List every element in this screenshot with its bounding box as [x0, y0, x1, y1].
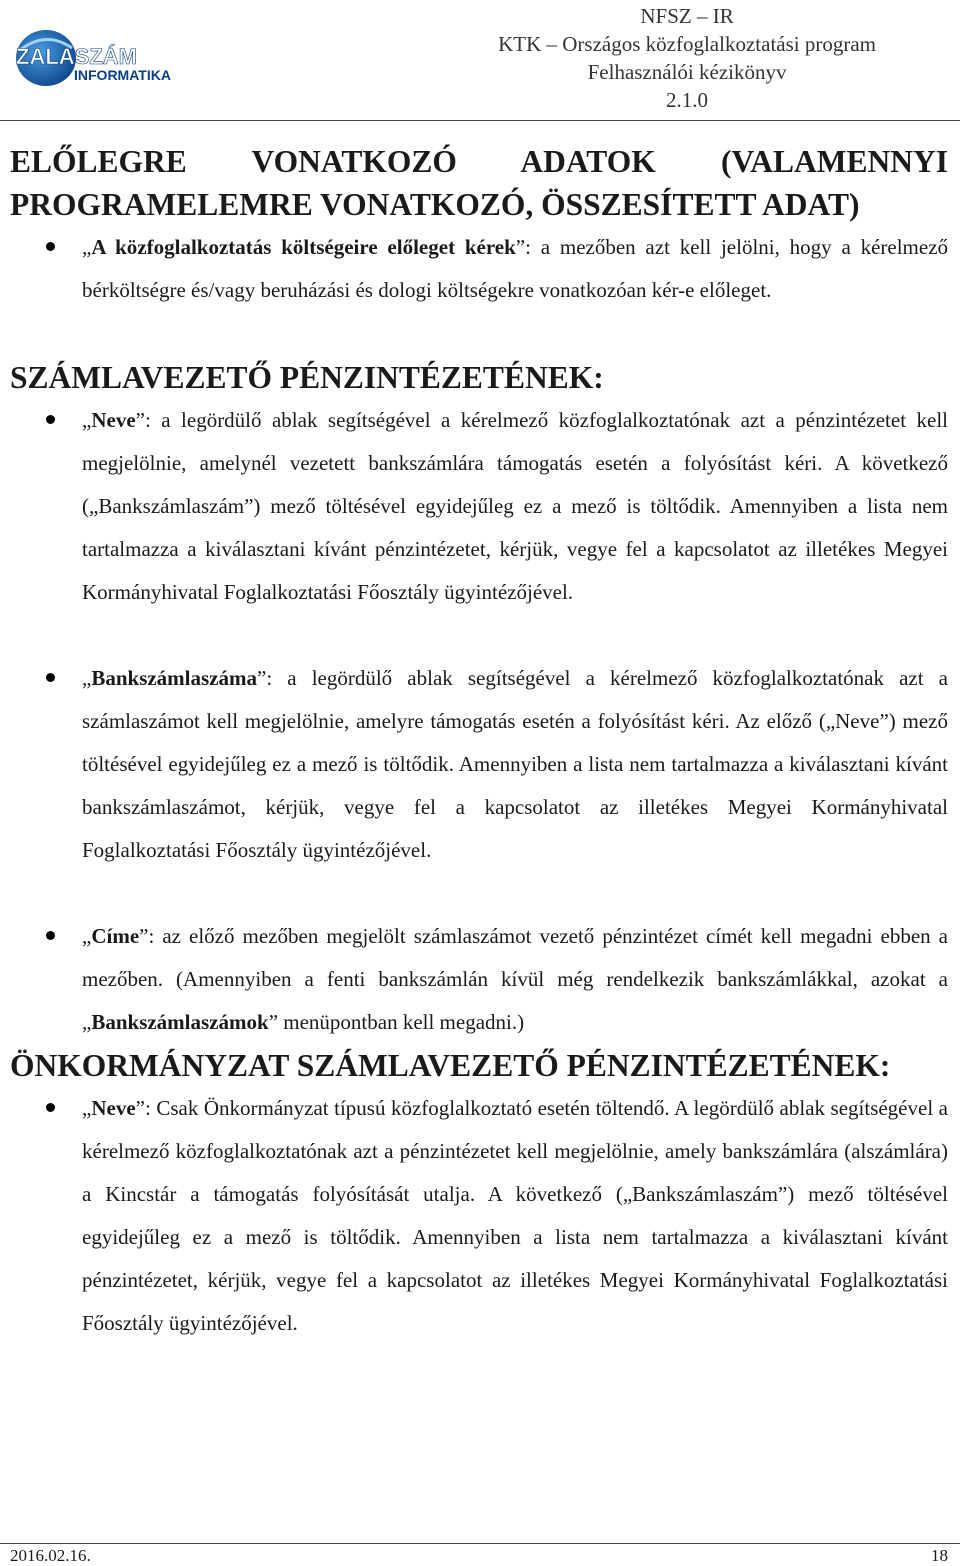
- field-description: : a mezőben azt kell jelölni, hogy a kérelmező bérköltségre és/vagy beruházási és dologi költségekre vonatkozóan kér-e előleget.: [82, 235, 949, 302]
- list-item: „Bankszámlaszáma”: a legördülő ablak segítségével a kérelmező közfoglalkoztatónak azt a számlaszámot kell megjelölnie, amelyre támogatás esetén a folyósítást kéri. Az előző („Neve”) mező töltésével egyidejűleg ez a mező is töltődik. Amennyiben a lista nem tartalmazza a kiválasztani kívánt bankszámlaszámot, kérjük, vegye fel a kapcsolatot az illetékes Megyei Kormányhivatal Foglalkoztatási Főosztály ügyintézőjével.: [10, 657, 948, 872]
- logo-text-main: ZALASZÁM: [16, 44, 137, 69]
- field-term: A közfoglalkoztatás költségeire előleget kérek: [91, 235, 516, 259]
- document-body: [10, 140, 948, 1345]
- list-item: „Címe”: az előző mezőben megjelölt számlaszámot vezető pénzintézet címét kell megadni ebben a mezőben. (Amennyiben a fenti bankszámlán kívül még rendelkezik bankszámlákkal, azokat a „Bankszámlaszámok” menüpontban kell megadni.): [10, 915, 948, 1044]
- page-number: 18: [931, 1546, 948, 1565]
- field-description: : a legördülő ablak segítségével a kérelmező közfoglalkoztatónak azt a pénzintézetet kell megjelölnie, amelynél vezetett bankszámlára támogatás esetén a folyósítást kéri. A következő („Bankszámlaszám”) mező töltésével egyidejűleg ez a mező is töltődik. Amennyiben a lista nem tartalmazza a kiválasztani kívánt pénzintézetet, kérjük, vegye fel a kapcsolatot az illetékes Megyei Kormányhivatal Foglalkoztatási Főosztály ügyintézőjével.: [82, 408, 948, 604]
- field-description-end: ” menüpontban kell megadni.): [268, 1010, 525, 1034]
- field-description: : Csak Önkormányzat típusú közfoglalkoztató esetén töltendő. A legördülő ablak segítségével a kérelmező közfoglalkoztatónak azt a pénzintézetet kell megjelölnie, amely bankszámlára (alszámlára) a Kincstár a támogatás folyósítását utalja. A következő („Bankszámlaszám”) mező töltésével egyidejűleg ez a mező is töltődik. Amennyiben a lista nem tartalmazza a kiválasztani kívánt pénzintézetet, kérjük, vegye fel a kapcsolatot az illetékes Megyei Kormányhivatal Foglalkoztatási Főosztály ügyintézőjével.: [82, 1096, 948, 1335]
- bank-bullet-list: [10, 399, 948, 1044]
- list-item: „Neve”: a legördülő ablak segítségével a kérelmező közfoglalkoztatónak azt a pénzintézetet kell megjelölnie, amelynél vezetett bankszámlára támogatás esetén a folyósítást kéri. A következő („Bankszámlaszám”) mező töltésével egyidejűleg ez a mező is töltődik. Amennyiben a lista nem tartalmazza a kiválasztani kívánt pénzintézetet, kérjük, vegye fel a kapcsolatot az illetékes Megyei Kormányhivatal Foglalkoztatási Főosztály ügyintézőjével.: [10, 399, 948, 614]
- header-line-3: Felhasználói kézikönyv: [587, 60, 787, 84]
- bullet-icon: [46, 242, 55, 251]
- field-term-menu: Bankszámlaszámok: [91, 1010, 269, 1034]
- list-item: „A közfoglalkoztatás költségeire előleget kérek”: a mezőben azt kell jelölni, hogy a kérelmező bérköltségre és/vagy beruházási és dologi költségekre vonatkozóan kér-e előleget.: [10, 226, 948, 312]
- field-term: Címe: [91, 924, 140, 948]
- municipal-bullet-list: [10, 1087, 948, 1345]
- list-item: „Neve”: Csak Önkormányzat típusú közfoglalkoztató esetén töltendő. A legördülő ablak segítségével a kérelmező közfoglalkoztatónak azt a pénzintézetet kell megjelölnie, amely bankszámlára (alszámlára) a Kincstár a támogatás folyósítását utalja. A következő („Bankszámlaszám”) mező töltésével egyidejűleg ez a mező is töltődik. Amennyiben a lista nem tartalmazza a kiválasztani kívánt pénzintézetet, kérjük, vegye fel a kapcsolatot az illetékes Megyei Kormányhivatal Foglalkoztatási Főosztály ügyintézőjével.: [10, 1087, 948, 1345]
- field-term: Neve: [91, 1096, 136, 1120]
- header-line-2: KTK – Országos közfoglalkoztatási program: [498, 32, 876, 56]
- field-term: Neve: [91, 408, 136, 432]
- bullet-icon: [46, 415, 55, 424]
- logo-text-sub: INFORMATIKA: [74, 67, 171, 83]
- field-description: : a legördülő ablak segítségével a kérelmező közfoglalkoztatónak azt a számlaszámot kell megjelölnie, amelyre támogatás esetén a folyósítást kéri. Az előző („Neve”) mező töltésével egyidejűleg ez a mező is töltődik. Amennyiben a lista nem tartalmazza a kiválasztani kívánt bankszámlaszámot, kérjük, vegye fel a kapcsolatot az illetékes Megyei Kormányhivatal Foglalkoztatási Főosztály ügyintézőjével.: [82, 666, 948, 862]
- footer-date: 2016.02.16.: [10, 1546, 91, 1565]
- field-description: : az előző mezőben megjelölt számlaszámot vezető pénzintézet címét kell megadni ebben a mezőben. (Amennyiben a fenti bankszámlán kívül még rendelkezik bankszámlákkal, azokat a „: [82, 924, 948, 1034]
- bullet-icon: [46, 1103, 55, 1112]
- field-term: Bankszámlaszáma: [91, 666, 258, 690]
- header-line-4: 2.1.0: [666, 88, 709, 112]
- section-heading-municipal-bank: ÖNKORMÁNYZAT SZÁMLAVEZETŐ PÉNZINTÉZETÉNEK:: [10, 1048, 891, 1083]
- header-title-block: [498, 2, 876, 114]
- header-line-1: NFSZ – IR: [640, 4, 734, 28]
- advance-bullet-list: [10, 226, 948, 312]
- bullet-icon: [46, 673, 55, 682]
- page-header: [0, 0, 960, 120]
- section-heading-bank: SZÁMLAVEZETŐ PÉNZINTÉZETÉNEK:: [10, 360, 604, 395]
- section-heading-advance: ELŐLEGRE VONATKOZÓ ADATOK (VALAMENNYI PROGRAMELEMRE VONATKOZÓ, ÖSSZESÍTETT ADAT): [10, 144, 948, 222]
- header-divider: [0, 120, 960, 121]
- zalaszam-logo: [10, 20, 200, 90]
- footer-divider: [0, 1543, 960, 1544]
- bullet-icon: [46, 931, 55, 940]
